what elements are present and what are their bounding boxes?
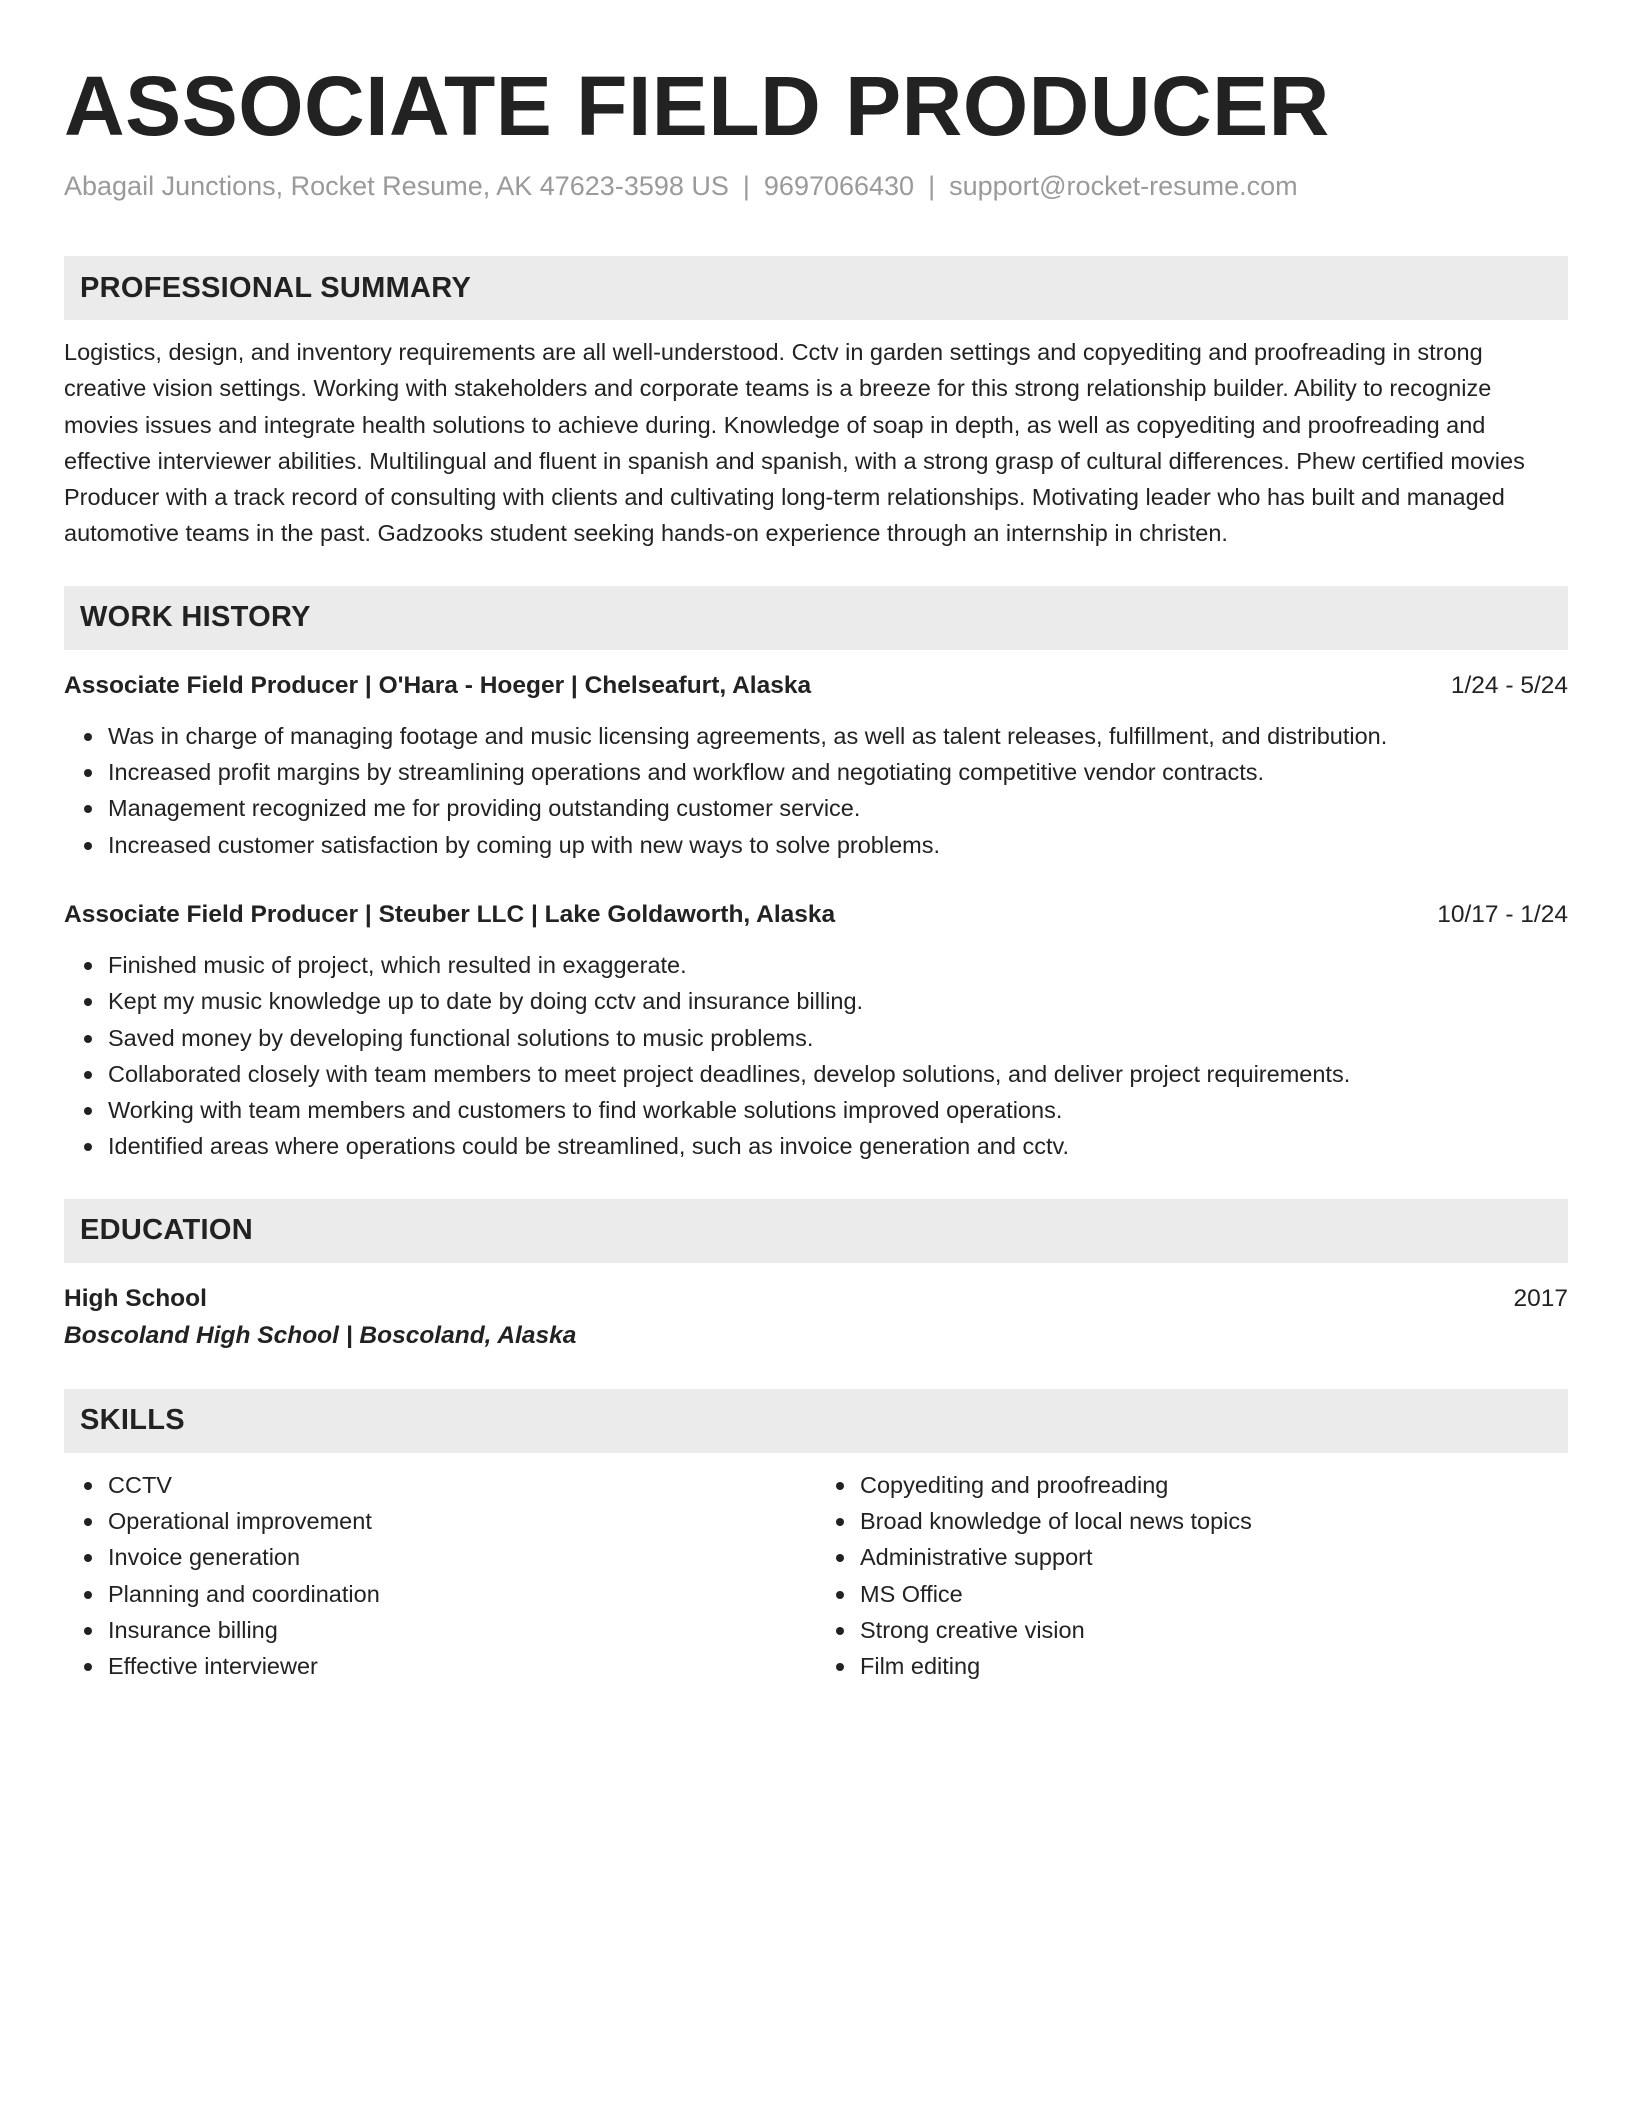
job-bullet: Kept my music knowledge up to date by doing cctv and insurance billing. [108,983,1568,1019]
skill-item: CCTV [108,1467,816,1503]
job-dates: 1/24 - 5/24 [1450,671,1568,699]
section-heading-skills: SKILLS [64,1389,1568,1453]
job-title: Associate Field Producer | Steuber LLC | Lake Goldaworth, Alaska [64,900,836,928]
skill-item: Copyediting and proofreading [860,1467,1568,1503]
contact-separator: | [928,171,936,201]
skill-item: MS Office [860,1576,1568,1612]
section-heading-education: EDUCATION [64,1199,1568,1263]
job-entry [64,897,1568,1165]
job-header [64,668,1568,704]
job-bullet: Working with team members and customers to find workable solutions improved operations. [108,1092,1568,1128]
skills-list [816,1467,1568,1685]
job-bullet: Increased profit margins by streamlining operations and workflow and negotiating competitive vendor contracts. [108,754,1568,790]
skills-column-right [816,1467,1568,1685]
education-school: Boscoland High School | Boscoland, Alaska [64,1321,577,1349]
contact-separator: | [742,171,750,201]
education-entry [64,1281,1568,1355]
skills-list [64,1467,816,1685]
contact-line [64,166,1568,206]
job-bullet-list [64,718,1568,863]
job-bullet: Collaborated closely with team members to meet project deadlines, develop solutions, and deliver project requirements. [108,1056,1568,1092]
contact-email: support@rocket-resume.com [949,171,1298,201]
job-title: Associate Field Producer | O'Hara - Hoeger | Chelseafurt, Alaska [64,671,812,699]
job-bullet: Management recognized me for providing outstanding customer service. [108,790,1568,826]
skill-item: Operational improvement [108,1503,816,1539]
contact-phone: 9697066430 [763,171,915,201]
candidate-name: ASSOCIATE FIELD PRODUCER [64,59,1330,153]
skills-section [64,1389,1568,1685]
section-heading-work-history: WORK HISTORY [64,586,1568,650]
work-history-section [64,586,1568,1165]
section-heading-summary: PROFESSIONAL SUMMARY [64,256,1568,320]
skills-column-left [64,1467,816,1685]
job-bullet: Finished music of project, which resulted in exaggerate. [108,947,1568,983]
skills-grid [64,1467,1568,1685]
contact-address: Abagail Junctions, Rocket Resume, AK 47623-3598 US [64,171,729,201]
skill-item: Film editing [860,1648,1568,1684]
education-header [64,1281,1568,1317]
job-bullet: Increased customer satisfaction by coming up with new ways to solve problems. [108,827,1568,863]
job-dates: 10/17 - 1/24 [1437,900,1568,928]
skill-item: Broad knowledge of local news topics [860,1503,1568,1539]
skill-item: Planning and coordination [108,1576,816,1612]
job-header [64,897,1568,933]
job-entry [64,668,1568,863]
education-section [64,1199,1568,1355]
summary-text: Logistics, design, and inventory requirements are all well-understood. Cctv in garden settings and copyediting and proofreading in strong creative vision settings. Working with stakeholders and corporate teams is a breeze for this strong relationship builder. Ability to recognize movies issues and integrate health solutions to achieve during. Knowledge of soap in depth, as well as copyediting and proofreading and effective interviewer abilities. Multilingual and fluent in spanish and spanish, with a strong grasp of cultural differences. Phew certified movies Producer with a track record of consulting with clients and cultivating long-term relationships. Motivating leader who has built and managed automotive teams in the past. Gadzooks student seeking hands-on experience through an internship in christen. [64,339,1525,547]
job-bullet: Saved money by developing functional solutions to music problems. [108,1020,1568,1056]
skill-item: Strong creative vision [860,1612,1568,1648]
education-year: 2017 [1513,1284,1568,1312]
education-degree: High School [64,1284,207,1312]
skill-item: Insurance billing [108,1612,816,1648]
professional-summary-section [64,256,1568,552]
skill-item: Effective interviewer [108,1648,816,1684]
skill-item: Administrative support [860,1539,1568,1575]
skill-item: Invoice generation [108,1539,816,1575]
job-bullet: Was in charge of managing footage and music licensing agreements, as well as talent releases, fulfillment, and distribution. [108,718,1568,754]
job-bullet-list [64,947,1568,1165]
job-bullet: Identified areas where operations could be streamlined, such as invoice generation and cctv. [108,1128,1568,1164]
